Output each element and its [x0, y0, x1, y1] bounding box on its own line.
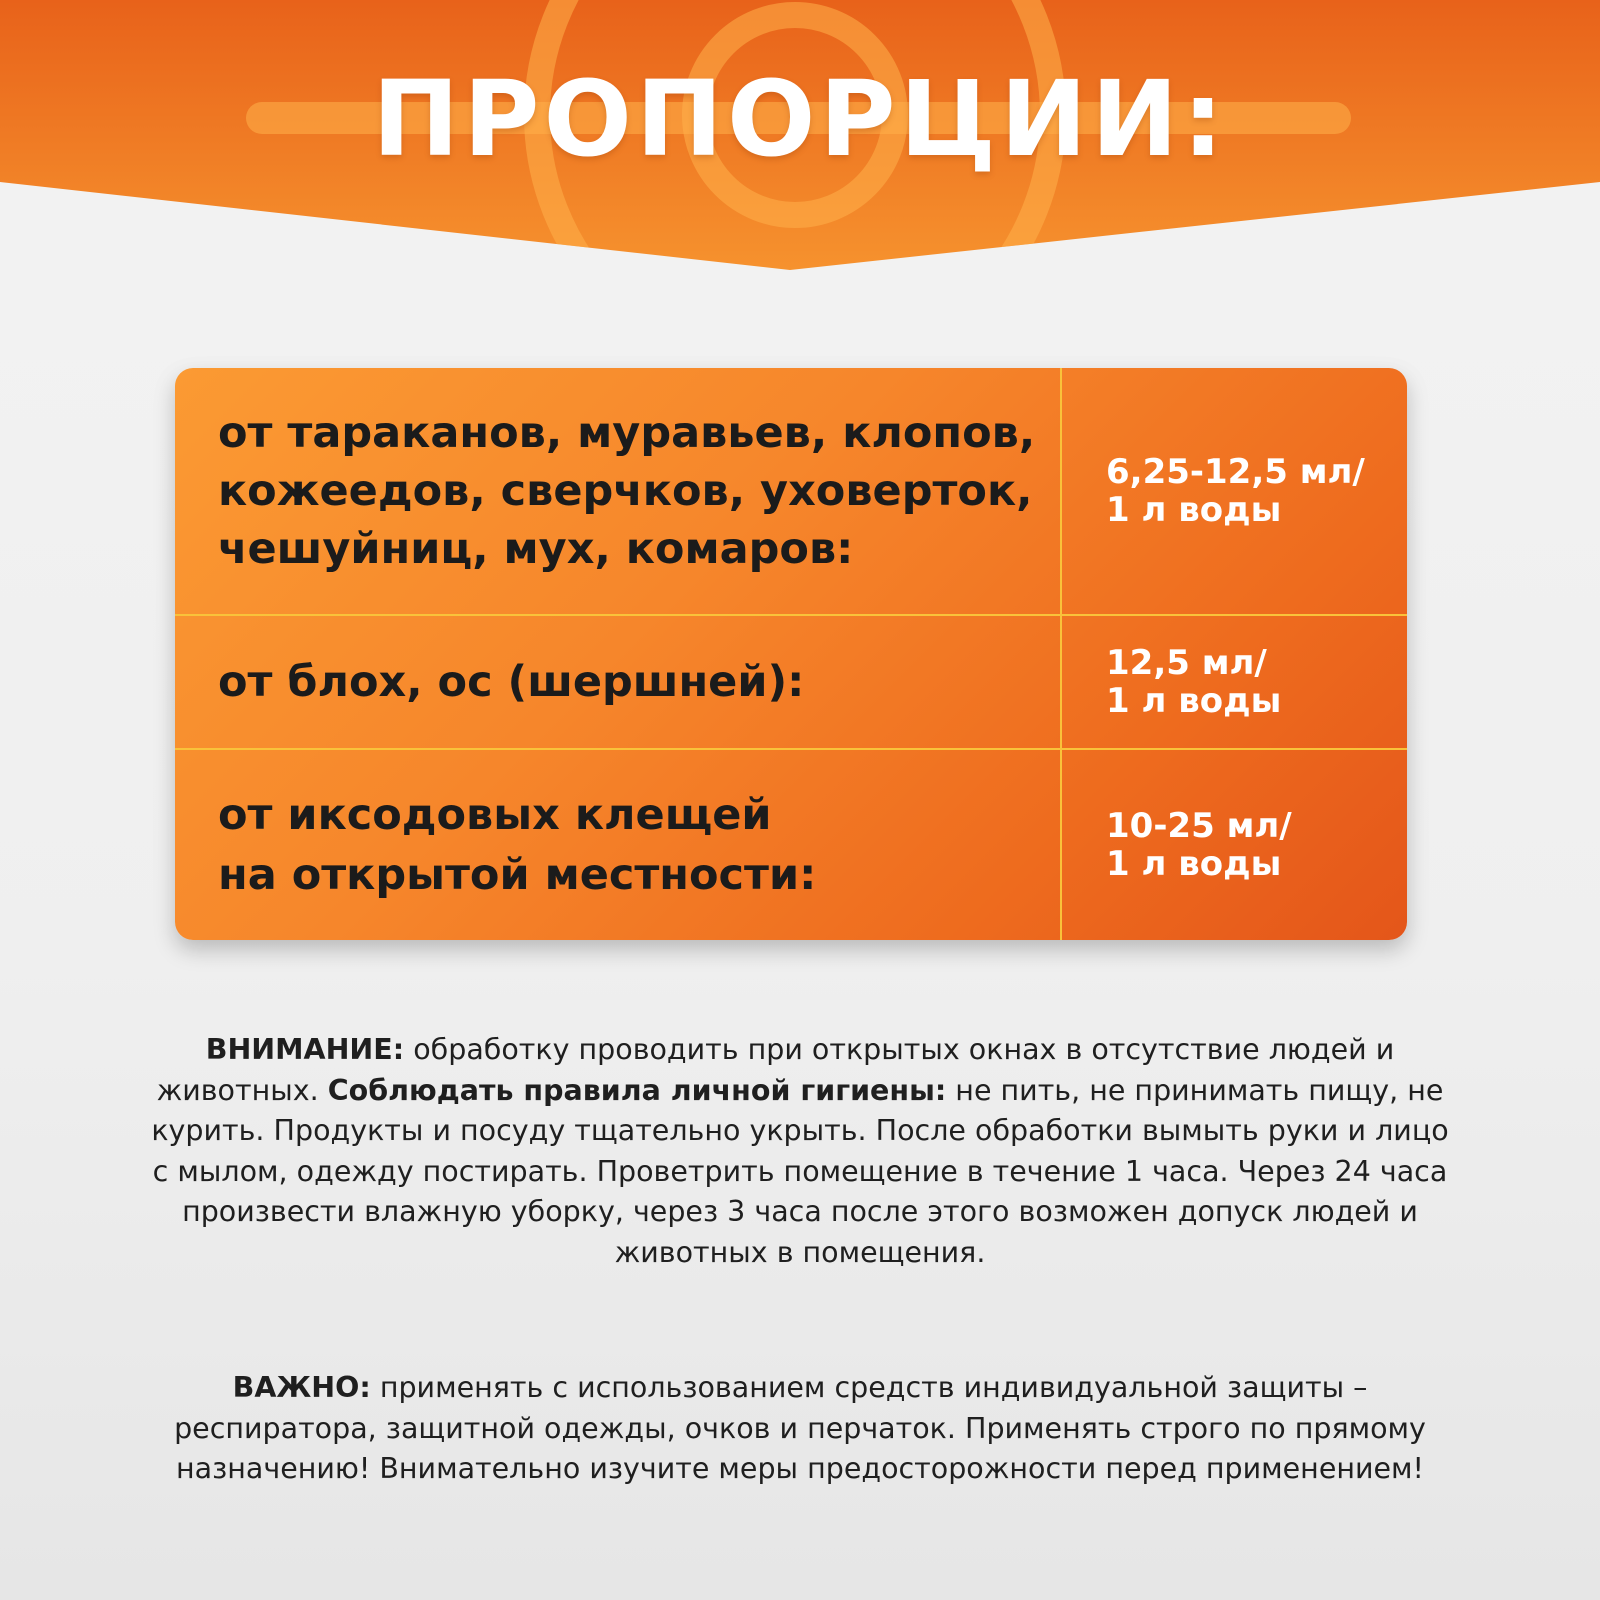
pest-cell: [175, 750, 1060, 940]
warning-text-continued: не пить, не принимать пищу, не курить. Продукты и посуду тщательно укрыть. После обработки вымыть руки и лицо с мылом, одежду постирать. Проветрить помещение в течение 1 часа. Через 24 часа произвести влажную уборку, через 3 часа после этого возможен допуск людей и животных в помещения.: [151, 1073, 1449, 1269]
important-paragraph: [150, 1368, 1450, 1490]
proportions-table: [175, 368, 1407, 940]
table-row: [175, 750, 1407, 940]
dose-water: 1 л воды: [1106, 844, 1282, 884]
header-banner: [0, 0, 1600, 280]
pest-label-line: от иксодовых клещей: [218, 790, 772, 840]
dose-amount: 10-25 мл/: [1106, 806, 1292, 846]
warning-label: ВНИМАНИЕ:: [205, 1033, 405, 1066]
pest-label-line: на открытой местности:: [218, 850, 817, 900]
table-row: [175, 368, 1407, 614]
warning-text: обработку проводить при открытых окнах в отсутствие людей и животных.: [156, 1033, 1395, 1107]
important-text: применять с использованием средств индивидуальной защиты – респиратора, защитной одежды, очков и перчаток. Применять строго по прямому назначению! Внимательно изучите меры предосторожности перед применением!: [174, 1371, 1426, 1485]
dose-cell: [1060, 750, 1407, 940]
pest-cell: [175, 368, 1060, 614]
dose-water: 1 л воды: [1106, 681, 1282, 721]
pest-cell: [175, 616, 1060, 748]
pest-label: от тараканов, муравьев, клопов, кожеедов, сверчков, уховерток, чешуйниц, мух, комаров:: [218, 408, 1036, 574]
dose-cell: [1060, 368, 1407, 614]
dose-cell: [1060, 616, 1407, 748]
dose-water: 1 л воды: [1106, 490, 1282, 530]
column-divider: [1060, 368, 1062, 940]
hygiene-label: Соблюдать правила личной гигиены:: [327, 1073, 947, 1107]
page-title: ПРОПОРЦИИ:: [372, 58, 1228, 180]
pest-label: от блох, ос (шершней):: [218, 657, 805, 707]
dose-amount: 6,25-12,5 мл/: [1106, 452, 1365, 492]
warning-paragraph: [150, 1030, 1450, 1273]
table-row: [175, 616, 1407, 748]
dose-amount: 12,5 мл/: [1106, 643, 1267, 683]
important-label: ВАЖНО:: [232, 1371, 371, 1404]
